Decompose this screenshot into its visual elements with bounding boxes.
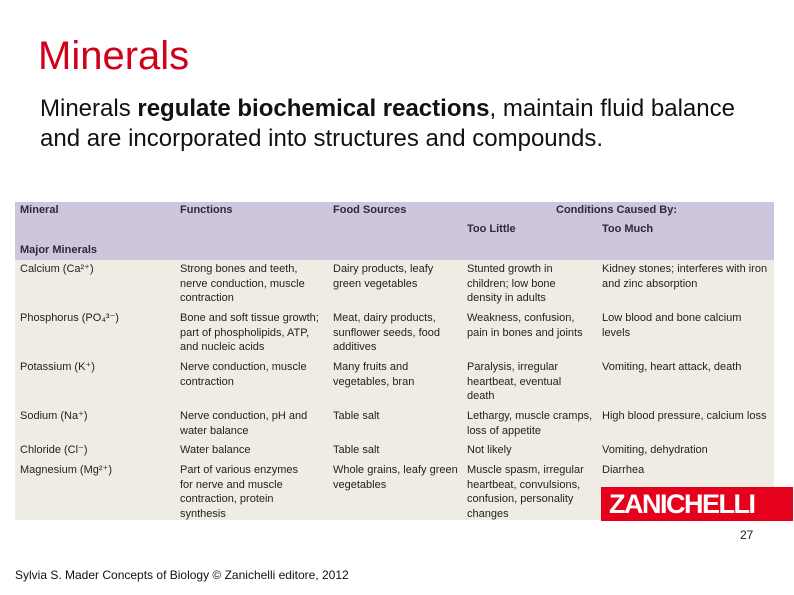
cell-functions: synthesis [180, 507, 226, 520]
footer-credit: Sylvia S. Mader Concepts of Biology © Zanichelli editore, 2012 [15, 568, 349, 582]
cell-mineral: Calcium (Ca²⁺) [20, 263, 94, 275]
cell-too-little: Muscle spasm, irregular [467, 464, 584, 476]
cell-too-little: heartbeat, eventual [467, 375, 562, 388]
cell-too-little: loss of appetite [467, 424, 541, 437]
intro-prefix: Minerals [40, 95, 138, 122]
cell-functions: nerve conduction, muscle [180, 277, 305, 290]
cell-food: Meat, dairy products, [333, 312, 436, 324]
cell-too-much: Low blood and bone calcium [602, 312, 742, 324]
cell-functions: Nerve conduction, pH and [180, 410, 308, 422]
cell-food: vegetables [333, 478, 387, 491]
cell-too-much: High blood pressure, calcium loss [602, 410, 767, 422]
cell-too-little: death [467, 390, 495, 402]
cell-mineral: Magnesium (Mg²⁺) [20, 464, 112, 476]
cell-food: vegetables, bran [333, 375, 415, 388]
page-number: 27 [740, 528, 754, 542]
cell-too-little: children; low bone [467, 277, 556, 290]
cell-too-little: Lethargy, muscle cramps, [467, 410, 593, 422]
cell-too-little: Weakness, confusion, [467, 312, 575, 324]
cell-too-much: Vomiting, heart attack, death [602, 361, 742, 373]
cell-functions: water balance [180, 424, 249, 437]
cell-food: Many fruits and [333, 361, 409, 373]
header-too-little: Too Little [467, 223, 516, 235]
cell-functions: Bone and soft tissue growth; [180, 312, 319, 324]
cell-food: Table salt [333, 410, 380, 422]
header-functions: Functions [180, 204, 233, 216]
cell-too-little: pain in bones and joints [467, 326, 583, 339]
cell-functions: Strong bones and teeth, [180, 263, 298, 275]
cell-too-much: levels [602, 326, 631, 339]
cell-too-little: Stunted growth in [467, 263, 553, 275]
cell-functions: and nucleic acids [180, 341, 265, 353]
cell-too-much: Diarrhea [602, 464, 645, 476]
cell-food: Whole grains, leafy green [333, 464, 458, 476]
cell-functions: contraction, protein [180, 493, 274, 505]
cell-too-much: and zinc absorption [602, 277, 698, 290]
cell-too-little: changes [467, 507, 509, 520]
cell-functions: contraction [180, 292, 234, 304]
header-food-sources: Food Sources [333, 204, 407, 216]
cell-food: Table salt [333, 444, 380, 456]
cell-too-little: density in adults [467, 292, 546, 304]
cell-functions: Nerve conduction, muscle [180, 361, 307, 373]
cell-functions: part of phospholipids, ATP, [180, 326, 310, 339]
zanichelli-logo: ZANICHELLI [601, 487, 793, 521]
cell-functions: contraction [180, 375, 234, 388]
cell-mineral: Chloride (Cl⁻) [20, 444, 88, 456]
cell-food: additives [333, 341, 377, 353]
header-mineral: Mineral [20, 204, 59, 216]
cell-food: green vegetables [333, 277, 418, 290]
intro-text [40, 94, 760, 154]
slide-title: Minerals [38, 34, 190, 78]
cell-functions: for nerve and muscle [180, 478, 283, 491]
section-label: Major Minerals [20, 244, 98, 256]
intro-suffix: , maintain fluid balance and are incorporated into structures and compounds. [40, 95, 735, 152]
cell-functions: Water balance [180, 444, 251, 456]
cell-too-much: Vomiting, dehydration [602, 444, 708, 456]
cell-too-little: confusion, personality [467, 493, 574, 505]
cell-too-little: Paralysis, irregular [467, 361, 559, 373]
cell-mineral: Sodium (Na⁺) [20, 410, 88, 422]
header-conditions: Conditions Caused By: [556, 204, 678, 216]
cell-food: Dairy products, leafy [333, 263, 434, 275]
cell-mineral: Potassium (K⁺) [20, 361, 95, 373]
cell-too-much: Kidney stones; interferes with iron [602, 263, 768, 275]
minerals-table [15, 202, 774, 520]
cell-too-little: heartbeat, convulsions, [467, 478, 581, 491]
cell-functions: Part of various enzymes [180, 464, 298, 476]
header-too-much: Too Much [602, 223, 654, 235]
cell-mineral: Phosphorus (PO₄³⁻) [20, 312, 119, 324]
cell-too-little: Not likely [467, 444, 512, 456]
intro-bold: regulate biochemical reactions [137, 95, 490, 122]
cell-food: sunflower seeds, food [333, 326, 441, 339]
